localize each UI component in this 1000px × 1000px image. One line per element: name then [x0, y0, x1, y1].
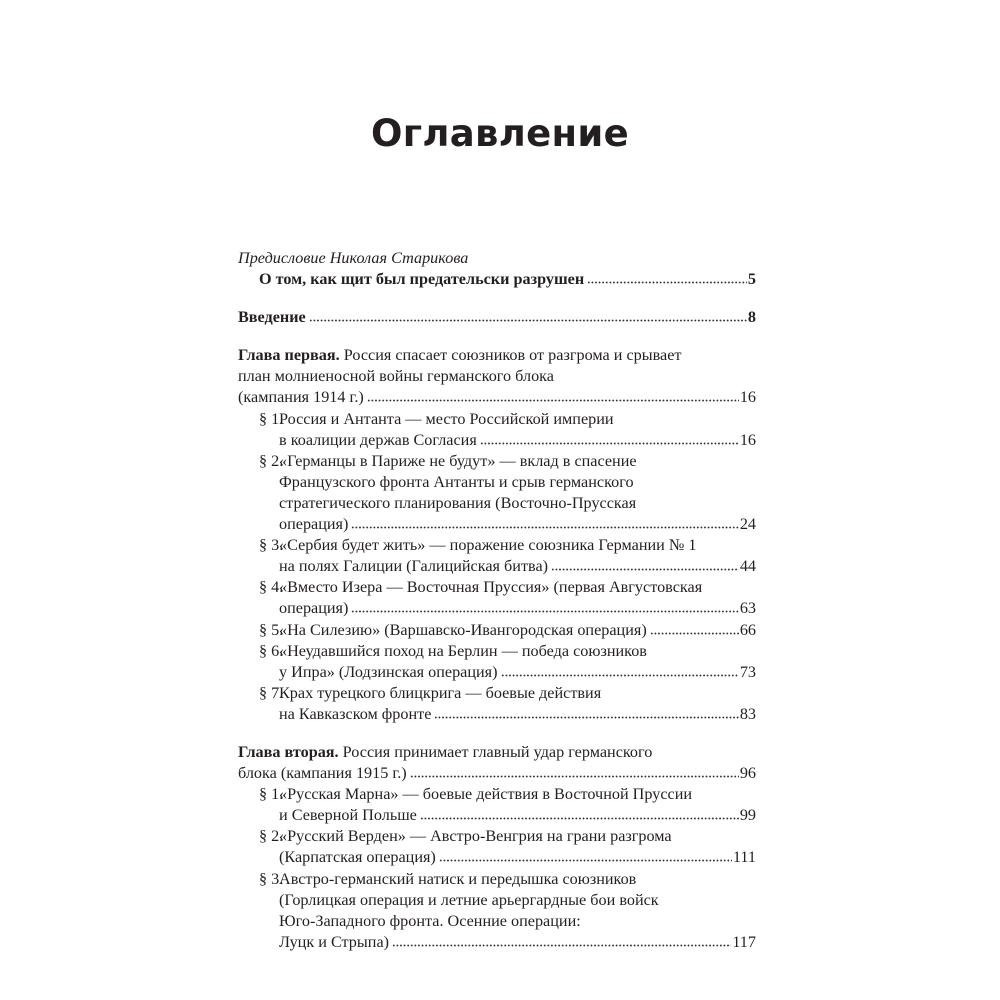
toc-entry-section[interactable] — [238, 535, 756, 577]
page-number: 66 — [739, 620, 756, 639]
toc-line — [238, 514, 756, 535]
toc-line — [238, 869, 756, 890]
page-number: 83 — [739, 704, 756, 723]
dot-leader — [410, 768, 739, 778]
entry-text: «Вместо Изера — Восточная Пруссия» (первая Августовская — [279, 578, 703, 597]
toc-line — [238, 932, 756, 953]
toc-line — [238, 493, 756, 514]
toc-line — [238, 430, 756, 451]
toc-line — [238, 805, 756, 826]
dot-leader — [367, 392, 739, 402]
toc-entry-intro[interactable] — [238, 307, 756, 328]
entry-text: Введение — [238, 308, 306, 327]
toc-line — [238, 409, 756, 430]
dot-leader — [309, 312, 747, 322]
toc-entry-section[interactable] — [238, 577, 756, 619]
entry-text: «Неудавшийся поход на Берлин — победа союзников — [279, 641, 647, 660]
spacer — [238, 725, 756, 742]
dot-leader — [480, 435, 739, 445]
toc-line — [238, 269, 756, 290]
page-number: 73 — [739, 662, 756, 681]
entry-text: стратегического планирования (Восточно-Прусская — [279, 493, 637, 512]
table-of-contents — [238, 248, 756, 953]
toc-entry-chapter[interactable] — [238, 345, 756, 408]
entry-text: и Северной Польше — [279, 806, 417, 825]
entry-text: операция) — [279, 599, 349, 618]
entry-text: «Русская Марна» — боевые действия в Восточной Пруссии — [279, 785, 693, 804]
entry-text: в коалиции держав Согласия — [279, 430, 477, 449]
dot-leader — [439, 852, 732, 862]
toc-line — [238, 826, 756, 847]
toc-line — [238, 387, 756, 408]
entry-text: операция) — [279, 515, 349, 534]
toc-entry-preface[interactable] — [238, 248, 756, 290]
page-number: 16 — [739, 430, 756, 449]
toc-line — [238, 366, 756, 387]
entry-text: Юго-Западного фронта. Осенние операции: — [279, 911, 581, 930]
toc-line — [238, 577, 756, 598]
toc-line — [238, 307, 756, 328]
entry-text: у Ипра» (Лодзинская операция) — [279, 662, 498, 681]
entry-text: (кампания 1914 г.) — [238, 388, 364, 407]
toc-line — [238, 890, 756, 911]
toc-line — [238, 847, 756, 868]
page-title: Оглавление — [370, 112, 630, 155]
entry-text: «На Силезию» (Варшавско-Ивангородская операция) — [279, 620, 647, 639]
page-number: 24 — [739, 515, 756, 534]
entry-text: Австро-германский натиск и передышка союзников — [279, 869, 637, 888]
entry-text: «Германцы в Париже не будут» — вклад в спасение — [279, 451, 637, 470]
entry-label: § 3. — [259, 536, 284, 555]
toc-line — [238, 683, 756, 704]
page-number: 111 — [732, 848, 756, 867]
page-number: 5 — [747, 270, 756, 289]
toc-entry-section[interactable] — [238, 826, 756, 868]
entry-label: § 5. — [259, 620, 284, 639]
entry-text: О том, как щит был предательски разрушен — [259, 270, 585, 289]
toc-entry-section[interactable] — [238, 683, 756, 725]
entry-text: Французского фронта Антанты и срыв германского — [279, 472, 634, 491]
toc-entry-section[interactable] — [238, 620, 756, 641]
toc-line — [238, 911, 756, 932]
toc-line — [238, 641, 756, 662]
toc-line — [238, 742, 756, 763]
page-number: 44 — [739, 557, 756, 576]
entry-label: § 3. — [259, 869, 284, 888]
entry-text: Россия спасает союзников от разгрома и срывает — [343, 346, 682, 365]
dot-leader — [434, 709, 738, 719]
dot-leader — [587, 274, 747, 284]
entry-text: план молниеносной войны германского блока — [238, 367, 554, 386]
page-number: 99 — [739, 806, 756, 825]
toc-entry-section[interactable] — [238, 409, 756, 451]
page-number: 63 — [739, 599, 756, 618]
dot-leader — [392, 937, 731, 947]
entry-label: § 2. — [259, 451, 284, 470]
entry-label: § 1. — [259, 785, 284, 804]
entry-text: Крах турецкого блицкрига — боевые действия — [279, 683, 602, 702]
spacer — [238, 290, 756, 307]
toc-line — [238, 345, 756, 366]
toc-entry-section[interactable] — [238, 451, 756, 535]
dot-leader — [351, 519, 738, 529]
dot-leader — [650, 625, 739, 635]
toc-line — [238, 598, 756, 619]
entry-label: § 6. — [259, 641, 284, 660]
toc-entry-section[interactable] — [238, 869, 756, 953]
entry-text: на Кавказском фронте — [279, 704, 432, 723]
toc-line — [238, 451, 756, 472]
toc-line — [238, 556, 756, 577]
toc-line — [238, 704, 756, 725]
entry-text: (Горлицкая операция и летние арьергардные бои войск — [279, 890, 659, 909]
toc-line — [238, 472, 756, 493]
entry-text: Луцк и Стрыпа) — [279, 932, 390, 951]
entry-text: «Русский Верден» — Австро-Венгрия на грани разгрома — [279, 827, 672, 846]
toc-entry-section[interactable] — [238, 641, 756, 683]
entry-label: § 4. — [259, 578, 284, 597]
page-number: 117 — [732, 932, 756, 951]
page-number: 16 — [739, 388, 756, 407]
toc-line — [238, 620, 756, 641]
page-number: 96 — [739, 764, 756, 783]
toc-line — [238, 535, 756, 556]
entry-text: на полях Галиции (Галицийская битва) — [279, 557, 549, 576]
toc-entry-section[interactable] — [238, 784, 756, 826]
entry-label: Глава первая. — [238, 346, 340, 365]
dot-leader — [551, 561, 739, 571]
dot-leader — [501, 667, 739, 677]
spacer — [238, 328, 756, 345]
entry-label: § 7. — [259, 683, 284, 702]
toc-line — [238, 763, 756, 784]
entry-text: «Сербия будет жить» — поражение союзника Германии № 1 — [279, 536, 697, 555]
entry-text: блока (кампания 1915 г.) — [238, 764, 407, 783]
toc-line — [238, 784, 756, 805]
preface-author: Предисловие Николая Старикова — [238, 249, 469, 267]
entry-text: Россия и Антанта — место Российской империи — [279, 409, 614, 428]
dot-leader — [351, 603, 738, 613]
entry-label: § 2. — [259, 827, 284, 846]
toc-entry-chapter[interactable] — [238, 742, 756, 784]
toc-line — [238, 662, 756, 683]
entry-text: (Карпатская операция) — [279, 848, 436, 867]
entry-label: Глава вторая. — [238, 742, 339, 761]
page-number: 8 — [747, 308, 756, 327]
dot-leader — [420, 810, 739, 820]
entry-label: § 1. — [259, 409, 284, 428]
entry-text: Россия принимает главный удар германского — [342, 742, 653, 761]
